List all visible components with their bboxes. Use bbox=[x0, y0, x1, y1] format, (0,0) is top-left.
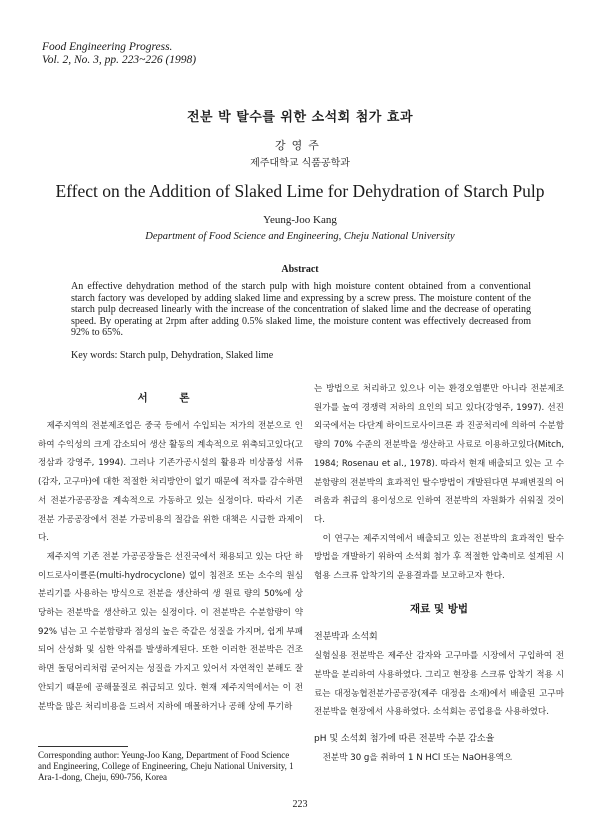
footnote-rule bbox=[38, 746, 128, 747]
methods-paragraph-1: 실험실용 전분박은 제주산 감자와 고구마를 시장에서 구입하여 전분박을 분리하여 사용하였다. 그리고 현장용 스크류 압착기 적용 시료는 대정농협전분가공공장(제주 대정읍 소재)에서 배출된 고구마 전분박을 현장에서 사용하였다. 소석회는 공업용을 사용하였다. bbox=[314, 651, 564, 718]
left-column bbox=[38, 417, 303, 716]
journal-name: Food Engineering Progress. bbox=[42, 41, 173, 53]
department-english: Department of Food Science and Engineering, Cheju National University bbox=[145, 231, 455, 242]
methods-subheading-1: 전분박과 소석회 bbox=[314, 632, 378, 643]
title-english: Effect on the Addition of Slaked Lime for Dehydration of Starch Pulp bbox=[55, 181, 545, 201]
keywords: Key words: Starch pulp, Dehydration, Slaked lime bbox=[71, 350, 274, 361]
author-english: Yeung-Joo Kang bbox=[263, 214, 337, 226]
methods-subheading-2: pH 및 소석회 첨가에 따른 전분박 수분 감소율 bbox=[314, 733, 495, 744]
journal-header bbox=[42, 41, 196, 67]
intro-paragraph-2: 제주지역 기존 전분 가공공장들은 선진국에서 채용되고 있는 다단 하이드로사이클론(multi-hydrocyclone) 없이 침전조 또는 소수의 원심분리기를 사용하는 방식으로 전분을 생산하여 생 원료 량의 50%에 상당하는 전분박을 생산하고 있는 실정이다. 이 전분박은 수분함량이 약 92% 넘는 고 수분함량과 점성의 높은 죽같은 성질을 가지며, 쉽게 부패되어 산성화 및 심한 악취를 발생하게된다. 또한 이러한 전분박은 건조하면 돌덩어리처럼 굳어지는 성질을 가지고 있어서 자연적인 분해도 잘 안되기 때문에 공해물질로 취급되고 있다. 현재 제주지역에서는 이 전분박을 많은 처리비용을 드려서 지하에 매몰하거나 공해 상에 투기하 bbox=[38, 551, 303, 712]
right-column bbox=[314, 380, 564, 767]
intro-paragraph-3: 는 방법으로 처리하고 있으나 이는 환경오염뿐만 아니라 전분제조원가를 높여 경쟁력 저하의 요인의 되고 있다(강영주, 1997). 선진외국에서는 다단계 하이드로사이크론 과 진공처리에 의하여 수분함량의 70% 수준의 전분박을 생산하고 사료로 이용하고있다(Mitch, 1984; Rosenau et al., 1978). 따라서 현재 배출되고 있는 고 수분함량의 전분박의 효과적인 탈수방법이 개발된다면 부패변질의 어려움과 취급의 용이성으로 인하여 전분박의 자원화가 쉬워질 것이다. bbox=[314, 384, 564, 525]
methods-heading: 재료 및 방법 bbox=[409, 602, 469, 615]
abstract-heading: Abstract bbox=[281, 264, 319, 275]
journal-citation: Vol. 2, No. 3, pp. 223~226 (1998) bbox=[42, 54, 197, 66]
page-number: 223 bbox=[292, 799, 308, 810]
intro-heading: 서 론 bbox=[137, 392, 204, 404]
methods-paragraph-2: 전분박 30 g을 취하여 1 N HCl 또는 NaOH용액으 bbox=[322, 752, 513, 763]
author-korean: 강영주 bbox=[275, 139, 325, 152]
title-korean: 전분 박 탈수를 위한 소석회 첨가 효과 bbox=[186, 110, 414, 125]
intro-paragraph-4: 이 연구는 제주지역에서 배출되고 있는 전분박의 효과적인 탈수방법을 개발하기 위하여 소석회 첨가 후 적절한 압축비로 설계된 시험용 스크류 압착기의 운용결과를 보고하고자 한다. bbox=[314, 533, 564, 582]
correspondence-note: Corresponding author: Yeung-Joo Kang, Department of Food Science and Engineering, College of Engineering, Cheju National University, 1 Ara-1-dong, Cheju, 690-756, Korea bbox=[38, 750, 294, 782]
abstract-text: An effective dehydration method of the starch pulp with high moisture content obtained from a conventional starch factory was developed by adding slaked lime and expressing by a screw press. The moisture content of the starch pulp decreased linearly with the increase of the concentration of slaked lime and the decrease of operating speed. By operating at 2rpm after adding 0.5% slaked lime, the moisture content was effectively decreased from 92% to 65%. bbox=[71, 281, 531, 339]
intro-paragraph-1: 제주지역의 전분제조업은 중국 등에서 수입되는 저가의 전분으로 인하여 수익성의 크게 감소되어 생산 활동의 계속적으로 위축되고있다(고정삼과 강영주, 1994). 그러나 기존가공시설의 활용과 비상품성 서류(감자, 고구마)에 대한 적절한 처리방안이 없기 때문에 적자를 감수하면서 전분가공공장을 계속적으로 가동하고 있는 실정이다. 따라서 기존 전분 가공공장에서 전분 가공비용의 절감을 위한 대책은 시급한 과제이다. bbox=[38, 421, 303, 544]
affiliation-korean: 제주대학교 식품공학과 bbox=[250, 158, 350, 169]
